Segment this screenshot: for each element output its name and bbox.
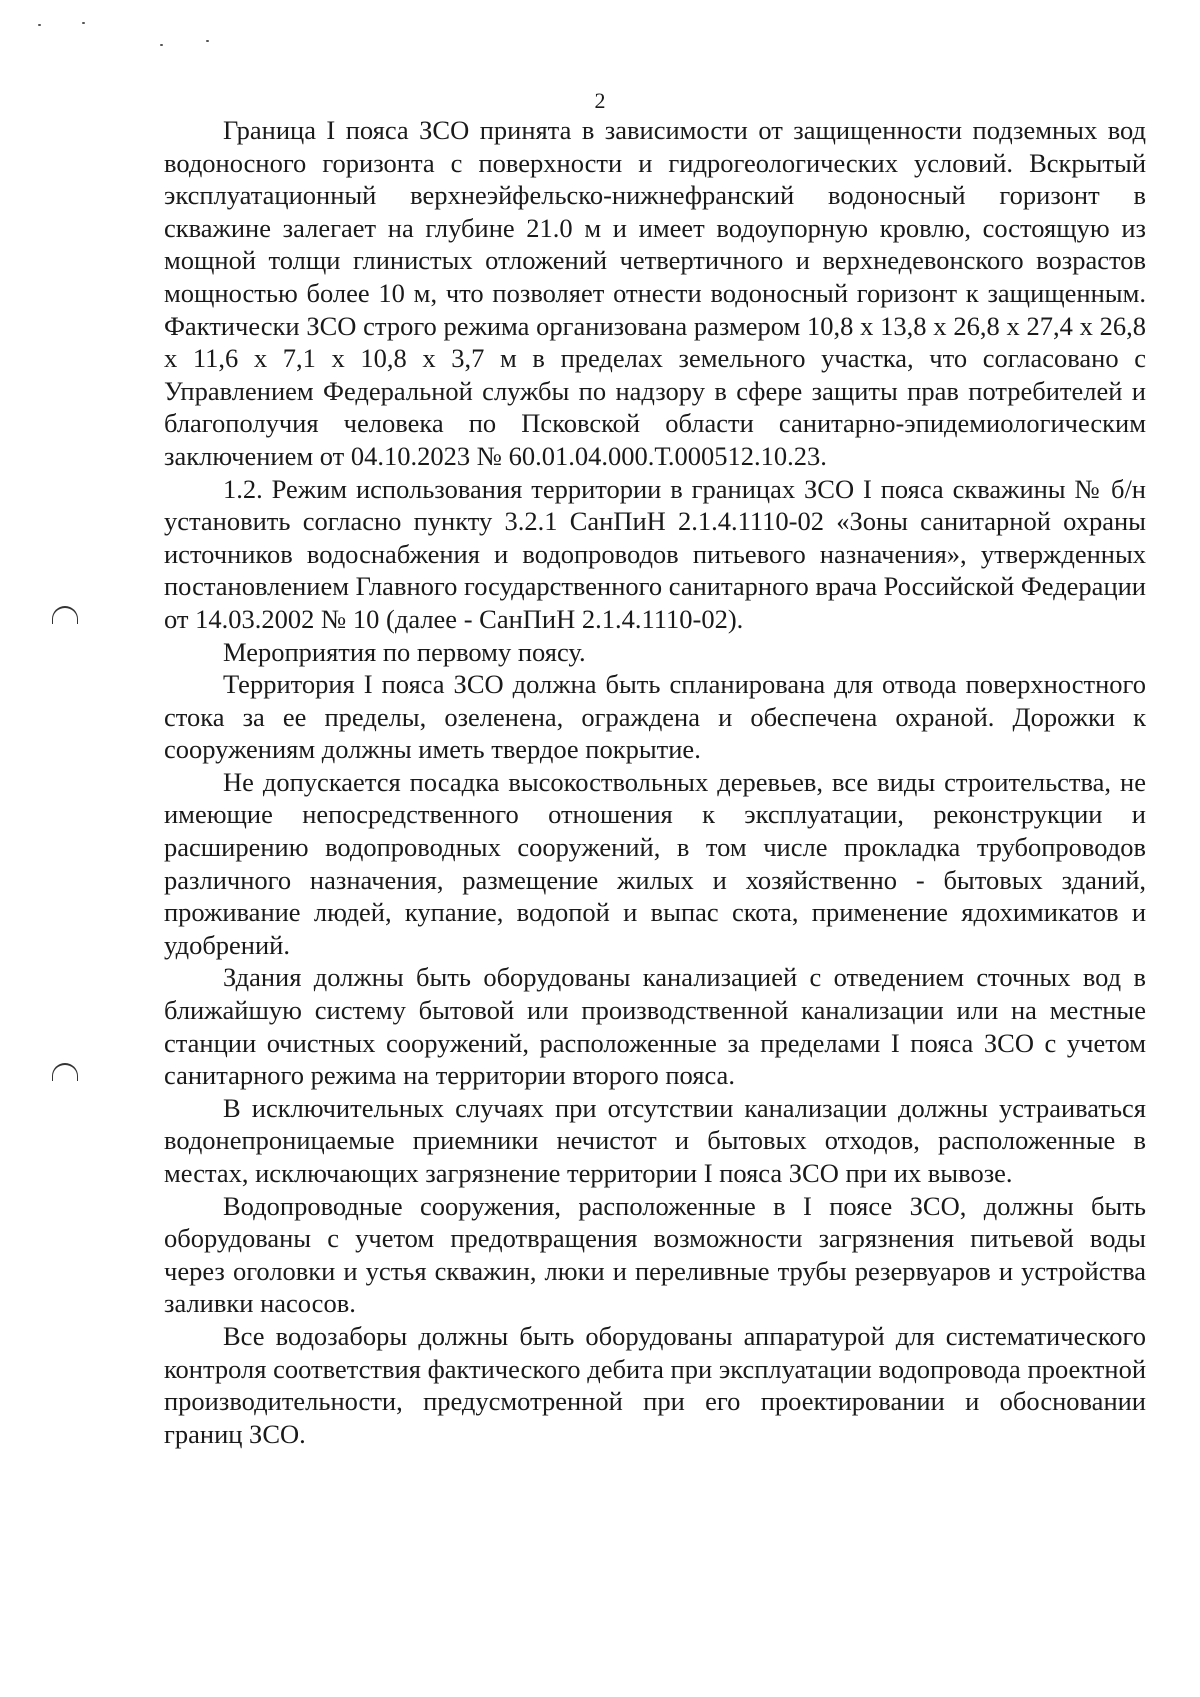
paragraph-sewerage: Здания должны быть оборудованы канализацией с отведением сточных вод в ближайшую систему бытовой или производственной канализации или на местные станции очистных сооружений, расположенные за пределами I пояса ЗСО с учетом санитарного режима на территории второго пояса.: [164, 962, 1146, 1091]
punch-hole-mark: [52, 1063, 78, 1081]
paragraph-exceptional-cases: В исключительных случаях при отсутствии канализации должны устраиваться водонепроницаемые приемники нечистот и бытовых отходов, расположенные в местах, исключающих загрязнение территории I пояса ЗСО при их вывозе.: [164, 1092, 1146, 1188]
paragraph-water-structures: Водопроводные сооружения, расположенные в I поясе ЗСО, должны быть оборудованы с учетом предотвращения возможности загрязнения питьевой воды через оголовки и устья скважин, люки и переливные трубы резервуаров и устройства заливки насосов.: [164, 1190, 1146, 1319]
paragraph-regime-1-2: 1.2. Режим использования территории в границах ЗСО I пояса скважины № б/н установить согласно пункту 3.2.1 СанПиН 2.1.4.1110-02 «Зоны санитарной охраны источников водоснабжения и водопроводов питьевого назначения», утвержденных постановлением Главного государственного санитарного врача Российской Федерации от 14.03.2002 № 10 (далее - СанПиН 2.1.4.1110-02).: [164, 473, 1146, 634]
scan-speck: [160, 44, 163, 46]
scan-speck: [206, 40, 209, 42]
punch-hole-mark: [52, 606, 78, 624]
document-body: [164, 114, 1146, 1450]
page-number: 2: [594, 88, 606, 113]
paragraph-water-intakes: Все водозаборы должны быть оборудованы аппаратурой для систематического контроля соответствия фактического дебита при эксплуатации водопровода проектной производительности, предусмотренной при его проектировании и обосновании границ ЗСО.: [164, 1320, 1146, 1449]
paragraph-first-belt-measures: Мероприятия по первому поясу.: [223, 636, 586, 667]
paragraph-prohibitions: Не допускается посадка высокоствольных деревьев, все виды строительства, не имеющие непосредственного отношения к эксплуатации, реконструкции и расширению водопроводных сооружений, в том числе прокладка трубопроводов различного назначения, размещение жилых и хозяйственно - бытовых зданий, проживание людей, купание, водопой и выпас скота, применение ядохимикатов и удобрений.: [164, 766, 1146, 960]
paragraph-territory-planning: Территория I пояса ЗСО должна быть спланирована для отвода поверхностного стока за ее пределы, озеленена, ограждена и обеспечена охраной. Дорожки к сооружениям должны иметь твердое покрытие.: [164, 669, 1146, 765]
scan-speck: [38, 24, 41, 26]
paragraph-zso-boundary: Граница I пояса ЗСО принята в зависимости от защищенности подземных вод водоносного горизонта с поверхности и гидрогеологических условий. Вскрытый эксплуатационный верхнеэйфельско-нижнефранский водоносный горизонт в скважине залегает на глубине 21.0 м и имеет водоупорную кровлю, состоящую из мощной толщи глинистых отложений четвертичного и верхнедевонского возрастов мощностью более 10 м, что позволяет отнести водоносный горизонт к защищенным. Фактически ЗСО строго режима организована размером 10,8 х 13,8 х 26,8 х 27,4 х 26,8 х 11,6 х 7,1 х 10,8 х 3,7 м в пределах земельного участка, что согласовано с Управлением Федеральной службы по надзору в сфере защиты прав потребителей и благополучия человека по Псковской области санитарно-эпидемиологическим заключением от 04.10.2023 № 60.01.04.000.Т.000512.10.23.: [164, 115, 1146, 471]
scan-speck: [82, 22, 85, 24]
